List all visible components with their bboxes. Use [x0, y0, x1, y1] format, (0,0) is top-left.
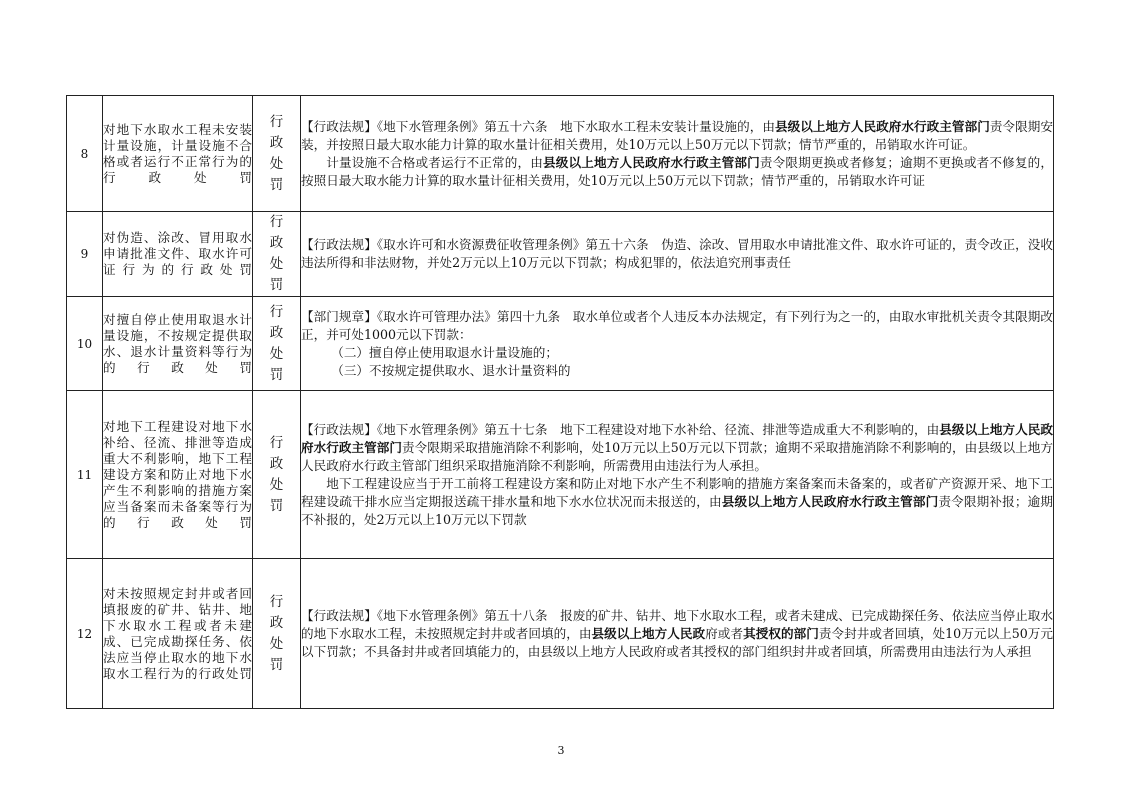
page-number: 3	[557, 744, 565, 757]
item-type: 行政处罚	[253, 391, 301, 559]
legal-basis: 【部门规章】《取水许可管理办法》第四十九条 取水单位或者个人违反本办法规定，有下列行为之一的，由取水审批机关责令其限期改正，并可处1000元以下罚款： （二）擅自停止使用取退水计量设施的； （三）不按规定提供取水、退水计量资料的	[301, 297, 1054, 391]
item-name: 对伪造、涂改、冒用取水申请批准文件、取水许可证行为的行政处罚	[103, 212, 253, 297]
item-type: 行政处罚	[253, 297, 301, 391]
row-number: 11	[67, 391, 103, 559]
penalty-table	[66, 95, 1054, 709]
table-row	[67, 391, 1054, 559]
row-number: 10	[67, 297, 103, 391]
legal-basis: 【行政法规】《地下水管理条例》第五十六条 地下水取水工程未安装计量设施的，由县级以上地方人民政府水行政主管部门责令限期安装，并按照日最大取水能力计算的取水量计征相关费用，处10万元以上50万元以下罚款；情节严重的，吊销取水许可证。 计量设施不合格或者运行不正常的，由县级以上地方人民政府水行政主管部门责令限期更换或者修复；逾期不更换或者不修复的，按照日最大取水能力计算的取水量计征相关费用，处10万元以上50万元以下罚款；情节严重的，吊销取水许可证	[301, 96, 1054, 212]
table-row	[67, 297, 1054, 391]
legal-basis: 【行政法规】《地下水管理条例》第五十八条 报废的矿井、钻井、地下水取水工程，或者未建成、已完成勘探任务、依法应当停止取水的地下水取水工程，未按照规定封井或者回填的，由县级以上地方人民政府或者其授权的部门责令封井或者回填，处10万元以上50万元以下罚款；不具备封井或者回填能力的，由县级以上地方人民政府或者其授权的部门组织封井或者回填，所需费用由违法行为人承担	[301, 559, 1054, 709]
table-row	[67, 212, 1054, 297]
item-name: 对未按照规定封井或者回填报废的矿井、钻井、地下水取水工程或者未建成、已完成勘探任务、依法应当停止取水的地下水取水工程行为的行政处罚	[103, 559, 253, 709]
item-name: 对地下工程建设对地下水补给、径流、排泄等造成重大不利影响，地下工程建设方案和防止对地下水产生不利影响的措施方案应当备案而未备案等行为的行政处罚	[103, 391, 253, 559]
item-name: 对擅自停止使用取退水计量设施，不按规定提供取水、退水计量资料等行为的行政处罚	[103, 297, 253, 391]
item-type: 行政处罚	[253, 559, 301, 709]
table-row	[67, 96, 1054, 212]
table-row	[67, 559, 1054, 709]
item-type: 行政处罚	[253, 212, 301, 297]
row-number: 8	[67, 96, 103, 212]
item-type: 行政处罚	[253, 96, 301, 212]
item-name: 对地下水取水工程未安装计量设施，计量设施不合格或者运行不正常行为的行政处罚	[103, 96, 253, 212]
row-number: 9	[67, 212, 103, 297]
row-number: 12	[67, 559, 103, 709]
legal-basis: 【行政法规】《地下水管理条例》第五十七条 地下工程建设对地下水补给、径流、排泄等造成重大不利影响的，由县级以上地方人民政府水行政主管部门责令限期采取措施消除不利影响，处10万元以上50万元以下罚款；逾期不采取措施消除不利影响的，由县级以上地方人民政府水行政主管部门组织采取措施消除不利影响，所需费用由违法行为人承担。 地下工程建设应当于开工前将工程建设方案和防止对地下水产生不利影响的措施方案备案而未备案的，或者矿产资源开采、地下工程建设疏干排水应当定期报送疏干排水量和地下水水位状况而未报送的，由县级以上地方人民政府水行政主管部门责令限期补报；逾期不补报的，处2万元以上10万元以下罚款	[301, 391, 1054, 559]
legal-basis: 【行政法规】《取水许可和水资源费征收管理条例》第五十六条 伪造、涂改、冒用取水申请批准文件、取水许可证的，责令改正，没收违法所得和非法财物，并处2万元以上10万元以下罚款；构成犯罪的，依法追究刑事责任	[301, 212, 1054, 297]
